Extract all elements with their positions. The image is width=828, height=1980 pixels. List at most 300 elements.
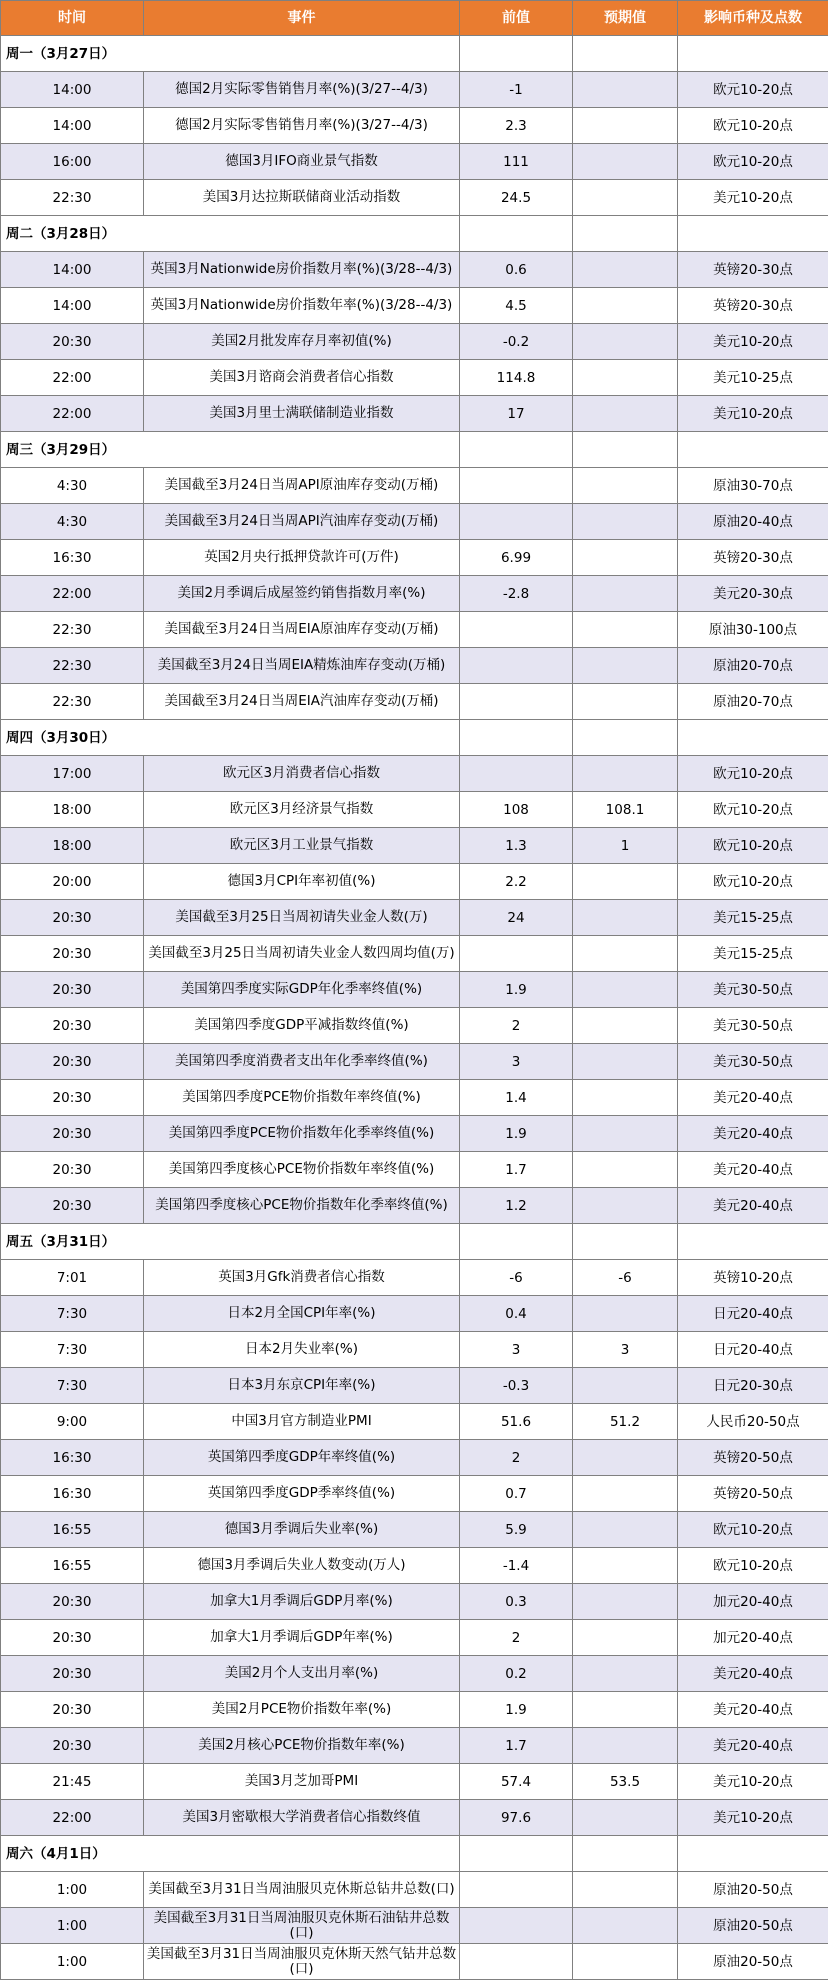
table-row: [1, 1728, 828, 1764]
table-row: [1, 1044, 828, 1080]
empty-cell: [460, 36, 573, 72]
event-cell: 美国第四季度实际GDP年化季率终值(%): [144, 972, 460, 1008]
table-row: [1, 1764, 828, 1800]
time-cell: 4:30: [1, 468, 144, 504]
expected-cell: [573, 1044, 678, 1080]
time-cell: 1:00: [1, 1908, 144, 1944]
time-cell: 20:30: [1, 1080, 144, 1116]
table-row: [1, 900, 828, 936]
previous-cell: 1.9: [460, 972, 573, 1008]
header-time: 时间: [1, 1, 144, 36]
table-row: [1, 1656, 828, 1692]
event-cell: 美国第四季度PCE物价指数年率终值(%): [144, 1080, 460, 1116]
time-cell: 20:30: [1, 1044, 144, 1080]
previous-cell: 1.9: [460, 1692, 573, 1728]
time-cell: 18:00: [1, 828, 144, 864]
impact-cell: 英镑20-50点: [678, 1440, 828, 1476]
time-cell: 20:30: [1, 936, 144, 972]
previous-cell: [460, 936, 573, 972]
empty-cell: [460, 216, 573, 252]
impact-cell: 英镑20-30点: [678, 252, 828, 288]
table-row: [1, 360, 828, 396]
impact-cell: 欧元10-20点: [678, 144, 828, 180]
previous-cell: [460, 648, 573, 684]
expected-cell: [573, 1440, 678, 1476]
expected-cell: [573, 1728, 678, 1764]
table-row: [1, 1692, 828, 1728]
table-row: [1, 684, 828, 720]
previous-cell: 2.2: [460, 864, 573, 900]
event-cell: 美国3月里士满联储制造业指数: [144, 396, 460, 432]
previous-cell: 1.2: [460, 1188, 573, 1224]
event-cell: 美国2月季调后成屋签约销售指数月率(%): [144, 576, 460, 612]
event-cell: 英国2月央行抵押贷款许可(万件): [144, 540, 460, 576]
time-cell: 22:00: [1, 576, 144, 612]
impact-cell: 美元15-25点: [678, 936, 828, 972]
time-cell: 16:00: [1, 144, 144, 180]
empty-cell: [573, 432, 678, 468]
table-row: [1, 972, 828, 1008]
event-cell: 英国3月Nationwide房价指数年率(%)(3/28--4/3): [144, 288, 460, 324]
expected-cell: 51.2: [573, 1404, 678, 1440]
table-row: [1, 180, 828, 216]
previous-cell: 111: [460, 144, 573, 180]
event-cell: 美国截至3月25日当周初请失业金人数(万): [144, 900, 460, 936]
empty-cell: [678, 1224, 828, 1260]
empty-cell: [573, 1836, 678, 1872]
table-row: [1, 252, 828, 288]
table-row: [1, 1188, 828, 1224]
table-row: [1, 1152, 828, 1188]
expected-cell: [573, 72, 678, 108]
empty-cell: [573, 36, 678, 72]
expected-cell: [573, 1656, 678, 1692]
time-cell: 22:00: [1, 1800, 144, 1836]
table-row: [1, 396, 828, 432]
impact-cell: 原油20-70点: [678, 684, 828, 720]
time-cell: 22:00: [1, 396, 144, 432]
previous-cell: 97.6: [460, 1800, 573, 1836]
table-row: [1, 108, 828, 144]
time-cell: 14:00: [1, 288, 144, 324]
time-cell: 16:30: [1, 1476, 144, 1512]
time-cell: 7:01: [1, 1260, 144, 1296]
event-cell: 德国3月季调后失业率(%): [144, 1512, 460, 1548]
event-cell: 欧元区3月消费者信心指数: [144, 756, 460, 792]
impact-cell: 欧元10-20点: [678, 72, 828, 108]
previous-cell: 2.3: [460, 108, 573, 144]
event-cell: 德国3月季调后失业人数变动(万人): [144, 1548, 460, 1584]
expected-cell: [573, 1944, 678, 1980]
empty-cell: [460, 720, 573, 756]
table-row: [1, 144, 828, 180]
time-cell: 20:30: [1, 1152, 144, 1188]
previous-cell: 4.5: [460, 288, 573, 324]
impact-cell: 原油30-100点: [678, 612, 828, 648]
previous-cell: [460, 684, 573, 720]
time-cell: 16:30: [1, 1440, 144, 1476]
impact-cell: 欧元10-20点: [678, 756, 828, 792]
time-cell: 20:30: [1, 324, 144, 360]
event-cell: 美国截至3月24日当周EIA精炼油库存变动(万桶): [144, 648, 460, 684]
previous-cell: 6.99: [460, 540, 573, 576]
expected-cell: -6: [573, 1260, 678, 1296]
expected-cell: [573, 360, 678, 396]
expected-cell: [573, 1692, 678, 1728]
time-cell: 16:55: [1, 1548, 144, 1584]
previous-cell: 24.5: [460, 180, 573, 216]
day-label: 周二（3月28日）: [1, 216, 460, 252]
previous-cell: -2.8: [460, 576, 573, 612]
previous-cell: -6: [460, 1260, 573, 1296]
header-impact: 影响币种及点数: [678, 1, 828, 36]
event-cell: 德国2月实际零售销售月率(%)(3/27--4/3): [144, 108, 460, 144]
impact-cell: 欧元10-20点: [678, 792, 828, 828]
impact-cell: 英镑10-20点: [678, 1260, 828, 1296]
event-cell: 美国截至3月25日当周初请失业金人数四周均值(万): [144, 936, 460, 972]
table-row: [1, 936, 828, 972]
expected-cell: [573, 252, 678, 288]
table-row: [1, 648, 828, 684]
expected-cell: [573, 1080, 678, 1116]
impact-cell: 美元20-40点: [678, 1692, 828, 1728]
impact-cell: 美元30-50点: [678, 1008, 828, 1044]
empty-cell: [678, 432, 828, 468]
expected-cell: [573, 1116, 678, 1152]
previous-cell: 5.9: [460, 1512, 573, 1548]
empty-cell: [460, 1224, 573, 1260]
table-row: [1, 576, 828, 612]
impact-cell: 美元15-25点: [678, 900, 828, 936]
impact-cell: 美元10-25点: [678, 360, 828, 396]
previous-cell: 3: [460, 1044, 573, 1080]
expected-cell: [573, 1368, 678, 1404]
impact-cell: 加元20-40点: [678, 1620, 828, 1656]
previous-cell: 1.4: [460, 1080, 573, 1116]
previous-cell: 0.4: [460, 1296, 573, 1332]
expected-cell: [573, 324, 678, 360]
previous-cell: 1.9: [460, 1116, 573, 1152]
time-cell: 7:30: [1, 1368, 144, 1404]
event-cell: 欧元区3月工业景气指数: [144, 828, 460, 864]
table-row: [1, 1260, 828, 1296]
event-cell: 美国截至3月24日当周EIA汽油库存变动(万桶): [144, 684, 460, 720]
event-cell: 欧元区3月经济景气指数: [144, 792, 460, 828]
event-cell: 美国2月核心PCE物价指数年率(%): [144, 1728, 460, 1764]
previous-cell: [460, 1872, 573, 1908]
impact-cell: 美元20-40点: [678, 1188, 828, 1224]
table-row: [1, 1008, 828, 1044]
time-cell: 22:30: [1, 612, 144, 648]
event-cell: 加拿大1月季调后GDP月率(%): [144, 1584, 460, 1620]
event-cell: 美国2月批发库存月率初值(%): [144, 324, 460, 360]
event-cell: 美国截至3月31日当周油服贝克休斯石油钻井总数(口): [144, 1908, 460, 1944]
day-label: 周四（3月30日）: [1, 720, 460, 756]
event-cell: 美国2月PCE物价指数年率(%): [144, 1692, 460, 1728]
previous-cell: 0.2: [460, 1656, 573, 1692]
impact-cell: 原油30-70点: [678, 468, 828, 504]
event-cell: 德国3月IFO商业景气指数: [144, 144, 460, 180]
time-cell: 1:00: [1, 1944, 144, 1980]
impact-cell: 原油20-50点: [678, 1872, 828, 1908]
impact-cell: 美元10-20点: [678, 396, 828, 432]
table-row: [1, 1944, 828, 1980]
impact-cell: 美元20-40点: [678, 1152, 828, 1188]
header-expected: 预期值: [573, 1, 678, 36]
time-cell: 20:30: [1, 1656, 144, 1692]
table-row: [1, 1476, 828, 1512]
table-row: [1, 1080, 828, 1116]
empty-cell: [573, 216, 678, 252]
time-cell: 18:00: [1, 792, 144, 828]
event-cell: 美国2月个人支出月率(%): [144, 1656, 460, 1692]
expected-cell: [573, 684, 678, 720]
time-cell: 4:30: [1, 504, 144, 540]
header-row: [1, 1, 828, 36]
impact-cell: 欧元10-20点: [678, 1548, 828, 1584]
expected-cell: 3: [573, 1332, 678, 1368]
day-label: 周六（4月1日）: [1, 1836, 460, 1872]
time-cell: 14:00: [1, 108, 144, 144]
time-cell: 20:30: [1, 1008, 144, 1044]
time-cell: 22:30: [1, 180, 144, 216]
previous-cell: [460, 1944, 573, 1980]
previous-cell: 24: [460, 900, 573, 936]
previous-cell: -0.3: [460, 1368, 573, 1404]
impact-cell: 日元20-30点: [678, 1368, 828, 1404]
expected-cell: 108.1: [573, 792, 678, 828]
time-cell: 1:00: [1, 1872, 144, 1908]
impact-cell: 英镑20-30点: [678, 540, 828, 576]
table-row: [1, 1620, 828, 1656]
table-row: [1, 792, 828, 828]
table-row: [1, 1332, 828, 1368]
table-row: [1, 1512, 828, 1548]
day-header-row: [1, 1224, 828, 1260]
previous-cell: 57.4: [460, 1764, 573, 1800]
table-row: [1, 1548, 828, 1584]
time-cell: 7:30: [1, 1332, 144, 1368]
expected-cell: [573, 1008, 678, 1044]
impact-cell: 日元20-40点: [678, 1332, 828, 1368]
event-cell: 美国3月达拉斯联储商业活动指数: [144, 180, 460, 216]
event-cell: 美国3月密歇根大学消费者信心指数终值: [144, 1800, 460, 1836]
previous-cell: [460, 468, 573, 504]
event-cell: 美国截至3月24日当周API汽油库存变动(万桶): [144, 504, 460, 540]
expected-cell: [573, 576, 678, 612]
table-row: [1, 72, 828, 108]
event-cell: 美国3月谘商会消费者信心指数: [144, 360, 460, 396]
table-row: [1, 288, 828, 324]
impact-cell: 欧元10-20点: [678, 864, 828, 900]
empty-cell: [573, 1224, 678, 1260]
event-cell: 美国3月芝加哥PMI: [144, 1764, 460, 1800]
expected-cell: [573, 1584, 678, 1620]
previous-cell: 2: [460, 1440, 573, 1476]
event-cell: 美国第四季度消费者支出年化季率终值(%): [144, 1044, 460, 1080]
previous-cell: 1.7: [460, 1728, 573, 1764]
expected-cell: [573, 396, 678, 432]
event-cell: 美国截至3月31日当周油服贝克休斯总钻井总数(口): [144, 1872, 460, 1908]
impact-cell: 美元20-30点: [678, 576, 828, 612]
table-row: [1, 324, 828, 360]
event-cell: 美国截至3月24日当周API原油库存变动(万桶): [144, 468, 460, 504]
event-cell: 中国3月官方制造业PMI: [144, 1404, 460, 1440]
impact-cell: 人民币20-50点: [678, 1404, 828, 1440]
event-cell: 美国第四季度核心PCE物价指数年化季率终值(%): [144, 1188, 460, 1224]
previous-cell: 17: [460, 396, 573, 432]
empty-cell: [678, 36, 828, 72]
impact-cell: 美元20-40点: [678, 1080, 828, 1116]
impact-cell: 欧元10-20点: [678, 108, 828, 144]
impact-cell: 美元10-20点: [678, 1764, 828, 1800]
expected-cell: [573, 648, 678, 684]
table-row: [1, 468, 828, 504]
impact-cell: 原油20-70点: [678, 648, 828, 684]
impact-cell: 美元10-20点: [678, 324, 828, 360]
empty-cell: [460, 432, 573, 468]
event-cell: 加拿大1月季调后GDP年率(%): [144, 1620, 460, 1656]
expected-cell: [573, 144, 678, 180]
expected-cell: [573, 756, 678, 792]
previous-cell: -1: [460, 72, 573, 108]
previous-cell: 0.3: [460, 1584, 573, 1620]
time-cell: 20:30: [1, 900, 144, 936]
impact-cell: 原油20-40点: [678, 504, 828, 540]
table-row: [1, 756, 828, 792]
previous-cell: 0.7: [460, 1476, 573, 1512]
previous-cell: 3: [460, 1332, 573, 1368]
table-body: [1, 36, 828, 1980]
expected-cell: [573, 540, 678, 576]
table-row: [1, 1296, 828, 1332]
expected-cell: [573, 180, 678, 216]
event-cell: 美国第四季度PCE物价指数年化季率终值(%): [144, 1116, 460, 1152]
empty-cell: [460, 1836, 573, 1872]
expected-cell: [573, 972, 678, 1008]
impact-cell: 原油20-50点: [678, 1908, 828, 1944]
table-row: [1, 828, 828, 864]
table-row: [1, 1440, 828, 1476]
time-cell: 14:00: [1, 252, 144, 288]
expected-cell: 53.5: [573, 1764, 678, 1800]
table-row: [1, 1872, 828, 1908]
event-cell: 英国3月Gfk消费者信心指数: [144, 1260, 460, 1296]
impact-cell: 原油20-50点: [678, 1944, 828, 1980]
time-cell: 20:30: [1, 1620, 144, 1656]
previous-cell: 51.6: [460, 1404, 573, 1440]
table-row: [1, 864, 828, 900]
expected-cell: [573, 468, 678, 504]
impact-cell: 英镑20-30点: [678, 288, 828, 324]
expected-cell: [573, 1872, 678, 1908]
event-cell: 美国第四季度GDP平减指数终值(%): [144, 1008, 460, 1044]
expected-cell: [573, 900, 678, 936]
impact-cell: 加元20-40点: [678, 1584, 828, 1620]
impact-cell: 美元20-40点: [678, 1656, 828, 1692]
empty-cell: [678, 216, 828, 252]
impact-cell: 美元30-50点: [678, 1044, 828, 1080]
impact-cell: 日元20-40点: [678, 1296, 828, 1332]
previous-cell: 2: [460, 1008, 573, 1044]
previous-cell: [460, 756, 573, 792]
time-cell: 7:30: [1, 1296, 144, 1332]
expected-cell: [573, 612, 678, 648]
impact-cell: 欧元10-20点: [678, 828, 828, 864]
table-row: [1, 1116, 828, 1152]
time-cell: 20:30: [1, 1584, 144, 1620]
impact-cell: 美元30-50点: [678, 972, 828, 1008]
previous-cell: [460, 612, 573, 648]
event-cell: 美国截至3月31日当周油服贝克休斯天然气钻井总数(口): [144, 1944, 460, 1980]
table-row: [1, 540, 828, 576]
expected-cell: [573, 1296, 678, 1332]
previous-cell: 114.8: [460, 360, 573, 396]
expected-cell: [573, 108, 678, 144]
table-row: [1, 1800, 828, 1836]
empty-cell: [678, 720, 828, 756]
expected-cell: [573, 864, 678, 900]
event-cell: 美国截至3月24日当周EIA原油库存变动(万桶): [144, 612, 460, 648]
event-cell: 英国第四季度GDP年率终值(%): [144, 1440, 460, 1476]
expected-cell: [573, 1152, 678, 1188]
expected-cell: [573, 1548, 678, 1584]
table-row: [1, 504, 828, 540]
empty-cell: [573, 720, 678, 756]
day-header-row: [1, 216, 828, 252]
impact-cell: 欧元10-20点: [678, 1512, 828, 1548]
time-cell: 20:30: [1, 1692, 144, 1728]
expected-cell: [573, 936, 678, 972]
expected-cell: 1: [573, 828, 678, 864]
header-event: 事件: [144, 1, 460, 36]
table-row: [1, 612, 828, 648]
previous-cell: [460, 504, 573, 540]
impact-cell: 英镑20-50点: [678, 1476, 828, 1512]
previous-cell: -1.4: [460, 1548, 573, 1584]
day-header-row: [1, 720, 828, 756]
time-cell: 22:00: [1, 360, 144, 396]
expected-cell: [573, 504, 678, 540]
day-header-row: [1, 432, 828, 468]
previous-cell: 1.3: [460, 828, 573, 864]
impact-cell: 美元10-20点: [678, 1800, 828, 1836]
event-cell: 日本2月全国CPI年率(%): [144, 1296, 460, 1332]
time-cell: 20:00: [1, 864, 144, 900]
expected-cell: [573, 1620, 678, 1656]
time-cell: 22:30: [1, 648, 144, 684]
day-label: 周一（3月27日）: [1, 36, 460, 72]
header-previous: 前值: [460, 1, 573, 36]
previous-cell: -0.2: [460, 324, 573, 360]
previous-cell: 0.6: [460, 252, 573, 288]
event-cell: 日本3月东京CPI年率(%): [144, 1368, 460, 1404]
day-header-row: [1, 36, 828, 72]
expected-cell: [573, 1512, 678, 1548]
time-cell: 16:55: [1, 1512, 144, 1548]
expected-cell: [573, 1476, 678, 1512]
expected-cell: [573, 1800, 678, 1836]
impact-cell: 美元20-40点: [678, 1116, 828, 1152]
event-cell: 德国2月实际零售销售月率(%)(3/27--4/3): [144, 72, 460, 108]
impact-cell: 美元10-20点: [678, 180, 828, 216]
time-cell: 17:00: [1, 756, 144, 792]
time-cell: 16:30: [1, 540, 144, 576]
day-label: 周三（3月29日）: [1, 432, 460, 468]
event-cell: 日本2月失业率(%): [144, 1332, 460, 1368]
time-cell: 20:30: [1, 972, 144, 1008]
time-cell: 20:30: [1, 1188, 144, 1224]
